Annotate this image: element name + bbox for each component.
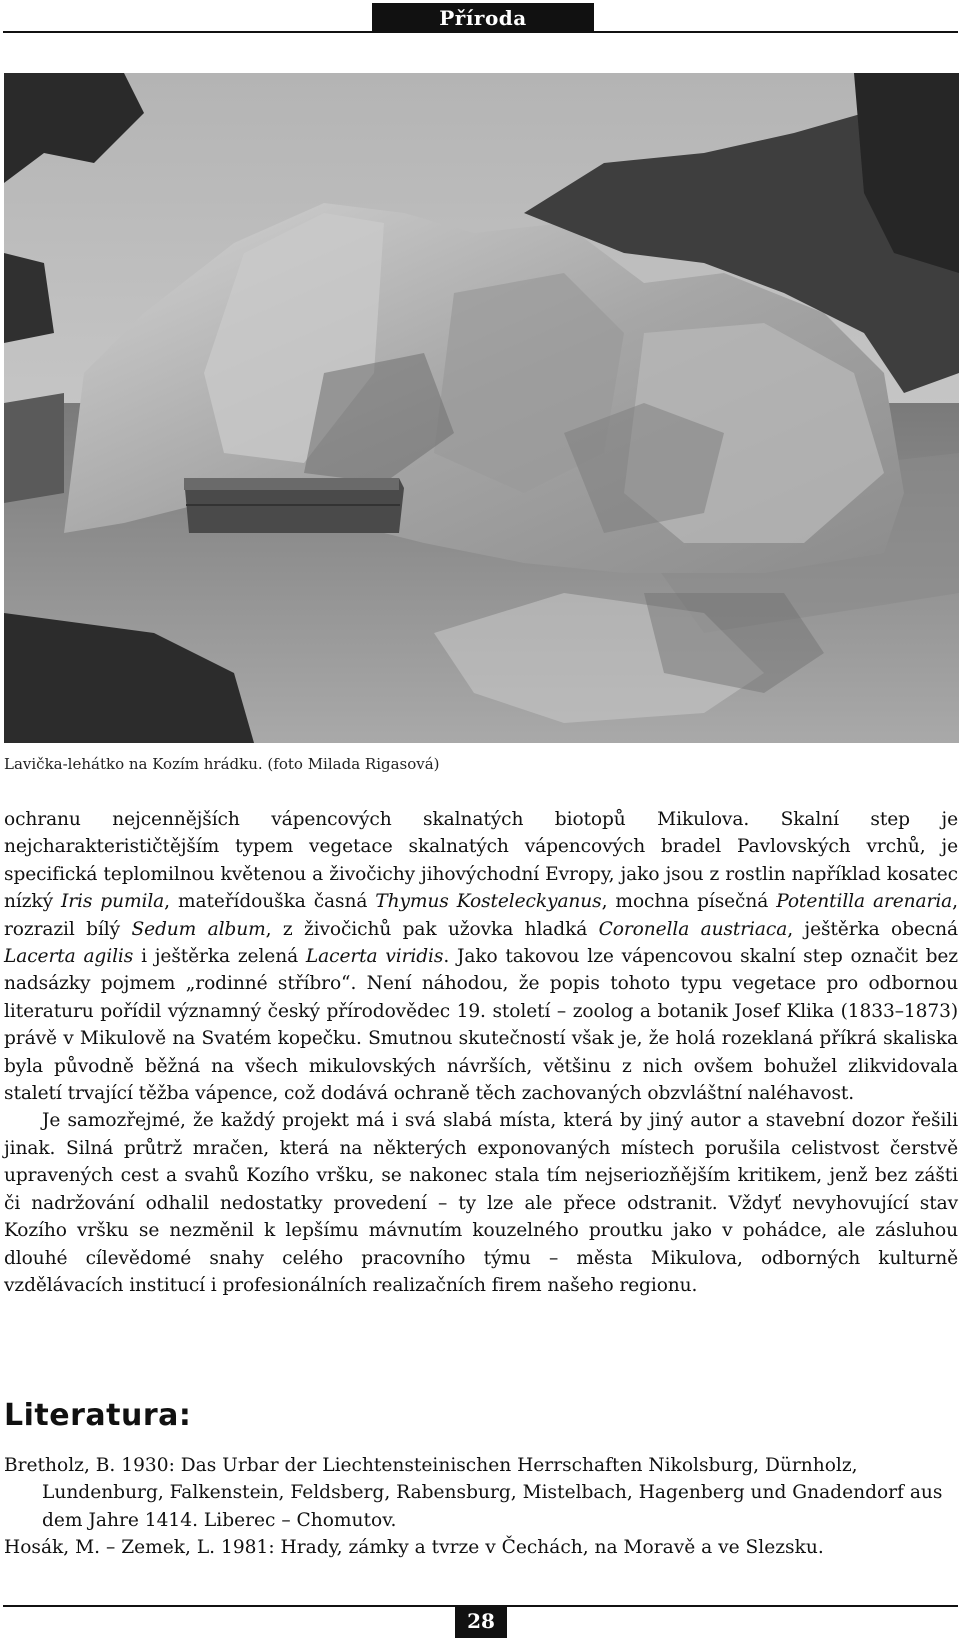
photo	[4, 73, 959, 743]
reference-item: Hosák, M. – Zemek, L. 1981: Hrady, zámky a tvrze v Čechách, na Moravě a ve Slezsku.	[4, 1537, 824, 1559]
text-run: , ještěrka obecná	[787, 918, 959, 940]
article-body	[4, 806, 958, 1299]
text-run: . Jako takovou lze vápencovou skalní step označit bez nadsázky pojmem „rodinné stříbro“. Není náhodou, že popis tohoto typu vegetace pro odbornou literaturu pořídil významný český přírodovědec 19. století – zoolog a botanik Josef Klika (1833–1873) právě v Mikulově na Svatém kopečku. Smutnou skutečností však je, že holá rozeklaná příkrá skaliska byla původně běžná na všech mikulovských návrších, většinu z nich ovšem bohužel zlikvidovala staletí trvající těžba vápence, což dodává ochraně těch zachovaných obzvláštní naléhavost.	[4, 946, 958, 1105]
species-name: Lacerta agilis	[4, 946, 134, 968]
text-run: , rozrazil bílý	[4, 891, 958, 940]
reference-list	[4, 1452, 958, 1562]
photo-caption: Lavička-lehátko na Kozím hrádku. (foto Milada Rigasová)	[4, 755, 440, 773]
text-run: , z živočichů pak užovka hladká	[265, 918, 599, 940]
paragraph-1	[4, 806, 958, 1107]
species-name: Thymus Kosteleckyanus	[375, 891, 602, 913]
text-run: i ještěrka zelená	[133, 946, 306, 968]
text-run: ochranu nejcennějších vápencových skalnatých biotopů Mikulova. Skalní step je nejcharakterističtějším typem vegetace skalnatých vápencových bradel Pavlovských vrchů, je specifická teplomilnou květenou a živočichy jihovýchodní Evropy, jako jsou z rostlin například kosatec nízký	[4, 809, 958, 913]
literature-heading: Literatura:	[4, 1398, 192, 1433]
species-name: Lacerta viridis	[305, 946, 444, 968]
paragraph-2: Je samozřejmé, že každý projekt má i svá slabá místa, která by jiný autor a stavební dozor řešili jinak. Silná průtrž mračen, která na některých exponovaných místech porušila celistvost čerstvě upravených cest a svahů Kozího vršku, se nakonec stala tím nejseriozňějším kritikem, jenž bez zášti či nadržování odhalil nedostatky provedení – ty lze ale přece odstranit. Vždyť nevyhovující stav Kozího vršku se nezměnil k lepšímu mávnutím kouzelného proutku jako v pohádce, ale zásluhou dlouhé cílevědomé snahy celého pracovního týmu – města Mikulova, odborných kulturně vzdělávacích institucí i profesionálních realizačních firem našeho regionu.	[4, 1110, 958, 1296]
text-run: , mateřídouška časná	[164, 891, 376, 913]
species-name: Iris pumila	[60, 891, 165, 913]
text-run: , mochna písečná	[601, 891, 777, 913]
species-name: Coronella austriaca	[598, 918, 788, 940]
section-title: Příroda	[372, 3, 594, 33]
species-name: Sedum album	[131, 918, 266, 940]
reference-item: Bretholz, B. 1930: Das Urbar der Liechtensteinischen Herrschaften Nikolsburg, Dürnholz, Lundenburg, Falkenstein, Feldsberg, Rabensburg, Mistelbach, Hagenberg und Gnadendorf aus dem Jahre 1414. Liberec – Chomutov.	[4, 1455, 943, 1531]
rock-bench-photo	[4, 73, 959, 743]
page-number: 28	[455, 1605, 507, 1638]
species-name: Potentilla arenaria	[776, 891, 953, 913]
